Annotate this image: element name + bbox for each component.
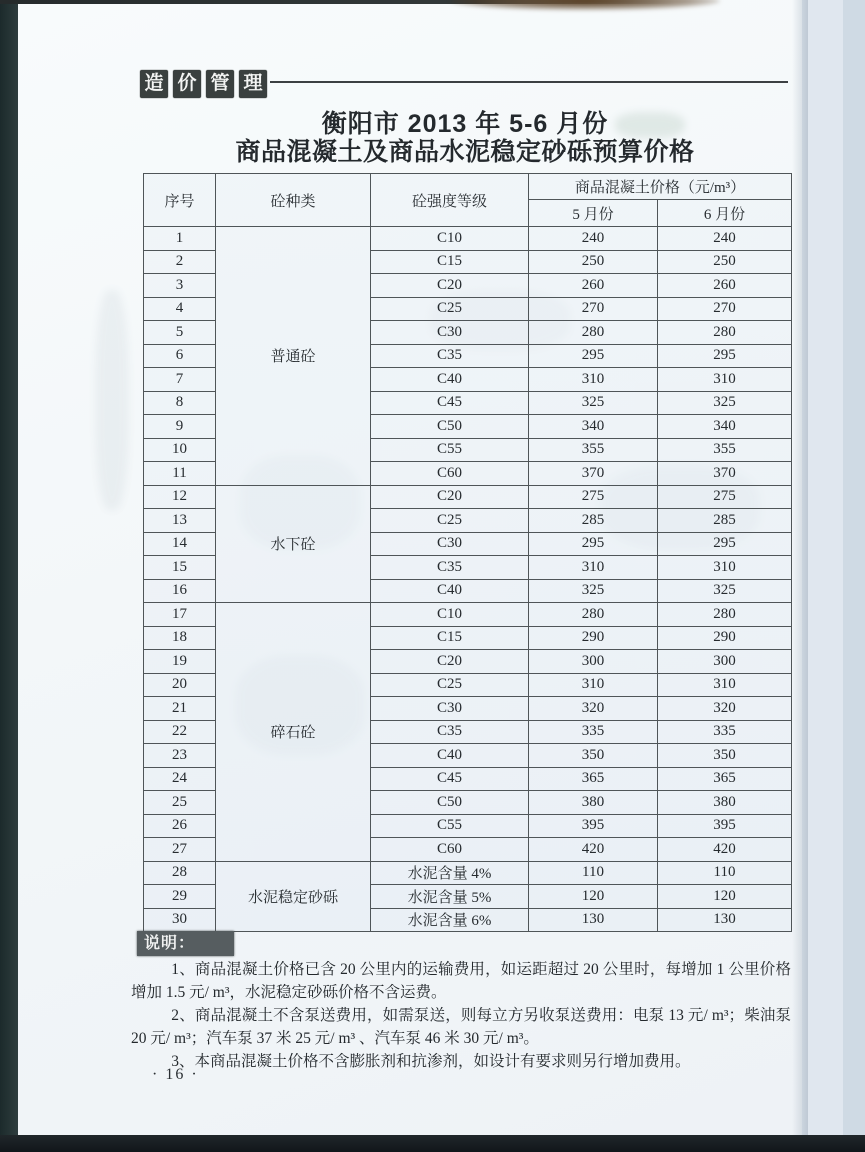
- june-price-cell: 395: [658, 814, 792, 838]
- june-price-cell: 270: [658, 297, 792, 321]
- may-price-cell: 300: [529, 650, 658, 674]
- grade-cell: C35: [371, 720, 529, 744]
- may-price-cell: 350: [529, 744, 658, 768]
- scan-right-band-inner: [802, 0, 843, 1135]
- may-price-cell: 275: [529, 485, 658, 509]
- grade-cell: C45: [371, 391, 529, 415]
- may-price-cell: 325: [529, 579, 658, 603]
- grade-cell: C25: [371, 509, 529, 533]
- june-price-cell: 325: [658, 391, 792, 415]
- serial-cell: 20: [144, 673, 216, 697]
- notes-block: [131, 958, 791, 1073]
- june-price-cell: 295: [658, 532, 792, 556]
- serial-cell: 3: [144, 274, 216, 298]
- grade-cell: C55: [371, 438, 529, 462]
- may-price-cell: 365: [529, 767, 658, 791]
- may-price-cell: 250: [529, 250, 658, 274]
- serial-cell: 4: [144, 297, 216, 321]
- serial-cell: 13: [144, 509, 216, 533]
- june-price-cell: 310: [658, 556, 792, 580]
- june-price-cell: 300: [658, 650, 792, 674]
- june-price-cell: 275: [658, 485, 792, 509]
- serial-cell: 28: [144, 861, 216, 885]
- serial-cell: 25: [144, 791, 216, 815]
- notes-label: 说明：: [137, 931, 234, 956]
- serial-cell: 9: [144, 415, 216, 439]
- grade-cell: C50: [371, 415, 529, 439]
- document-title-line2: 商品混凝土及商品水泥稳定砂砾预算价格: [235, 138, 695, 166]
- section-tag-rule: [270, 81, 788, 83]
- may-price-cell: 295: [529, 532, 658, 556]
- serial-cell: 8: [144, 391, 216, 415]
- june-price-cell: 365: [658, 767, 792, 791]
- june-price-cell: 310: [658, 368, 792, 392]
- may-price-cell: 310: [529, 368, 658, 392]
- note-item: 2、商品混凝土不含泵送费用，如需泵送，则每立方另收泵送费用：电泵 13 元/ m³；柴油泵 20 元/ m³；汽车泵 37 米 25 元/ m³ 、汽车泵 46 米 30 元/ m³。: [131, 1007, 791, 1047]
- june-price-cell: 340: [658, 415, 792, 439]
- june-price-cell: 280: [658, 321, 792, 345]
- june-price-cell: 380: [658, 791, 792, 815]
- price-table: [143, 173, 792, 932]
- grade-cell: C10: [371, 227, 529, 251]
- may-price-cell: 290: [529, 626, 658, 650]
- grade-cell: C50: [371, 791, 529, 815]
- may-price-cell: 280: [529, 321, 658, 345]
- serial-cell: 29: [144, 885, 216, 909]
- may-price-cell: 310: [529, 556, 658, 580]
- june-price-cell: 250: [658, 250, 792, 274]
- section-tag: [140, 70, 267, 98]
- serial-cell: 10: [144, 438, 216, 462]
- scan-top-margin: [0, 0, 865, 4]
- scan-right-band-outer: [843, 0, 865, 1135]
- concrete-type-cell: 水泥稳定砂砾: [216, 861, 371, 932]
- grade-cell: C55: [371, 814, 529, 838]
- may-price-cell: 260: [529, 274, 658, 298]
- may-price-cell: 340: [529, 415, 658, 439]
- page-edge-shadow: [792, 0, 808, 1135]
- table-row: [144, 485, 792, 509]
- may-price-cell: 270: [529, 297, 658, 321]
- may-price-cell: 355: [529, 438, 658, 462]
- june-price-cell: 420: [658, 838, 792, 862]
- bleed-through-artifact: [95, 290, 129, 510]
- june-price-cell: 320: [658, 697, 792, 721]
- june-price-cell: 260: [658, 274, 792, 298]
- june-price-cell: 285: [658, 509, 792, 533]
- grade-cell: C40: [371, 368, 529, 392]
- grade-cell: C45: [371, 767, 529, 791]
- serial-cell: 5: [144, 321, 216, 345]
- serial-cell: 6: [144, 344, 216, 368]
- serial-cell: 26: [144, 814, 216, 838]
- grade-cell: C30: [371, 532, 529, 556]
- serial-cell: 22: [144, 720, 216, 744]
- grade-cell: C40: [371, 744, 529, 768]
- col-header-serial: 序号: [144, 174, 216, 227]
- may-price-cell: 320: [529, 697, 658, 721]
- may-price-cell: 110: [529, 861, 658, 885]
- grade-cell: 水泥含量 6%: [371, 908, 529, 932]
- june-price-cell: 325: [658, 579, 792, 603]
- may-price-cell: 380: [529, 791, 658, 815]
- concrete-type-cell: 水下砼: [216, 485, 371, 603]
- serial-cell: 14: [144, 532, 216, 556]
- may-price-cell: 285: [529, 509, 658, 533]
- section-tag-char: 管: [206, 70, 234, 98]
- serial-cell: 11: [144, 462, 216, 486]
- table-row: [144, 603, 792, 627]
- may-price-cell: 420: [529, 838, 658, 862]
- june-price-cell: 290: [658, 626, 792, 650]
- document-title-line1: 衡阳市 2013 年 5-6 月份: [321, 110, 609, 138]
- grade-cell: C20: [371, 274, 529, 298]
- grade-cell: C30: [371, 321, 529, 345]
- section-tag-char: 价: [173, 70, 201, 98]
- june-price-cell: 370: [658, 462, 792, 486]
- may-price-cell: 325: [529, 391, 658, 415]
- grade-cell: C40: [371, 579, 529, 603]
- serial-cell: 12: [144, 485, 216, 509]
- col-header-june: 6 月份: [658, 200, 792, 227]
- may-price-cell: 130: [529, 908, 658, 932]
- grade-cell: C15: [371, 626, 529, 650]
- serial-cell: 30: [144, 908, 216, 932]
- grade-cell: 水泥含量 5%: [371, 885, 529, 909]
- section-tag-char: 造: [140, 70, 168, 98]
- june-price-cell: 110: [658, 861, 792, 885]
- grade-cell: C60: [371, 462, 529, 486]
- june-price-cell: 335: [658, 720, 792, 744]
- concrete-type-cell: 碎石砼: [216, 603, 371, 862]
- grade-cell: C10: [371, 603, 529, 627]
- june-price-cell: 355: [658, 438, 792, 462]
- serial-cell: 1: [144, 227, 216, 251]
- table-row: [144, 227, 792, 251]
- may-price-cell: 335: [529, 720, 658, 744]
- serial-cell: 23: [144, 744, 216, 768]
- col-header-strength-grade: 砼强度等级: [371, 174, 529, 227]
- col-header-may: 5 月份: [529, 200, 658, 227]
- june-price-cell: 130: [658, 908, 792, 932]
- scan-left-margin: [0, 0, 18, 1152]
- scan-bottom-margin: [0, 1135, 865, 1152]
- serial-cell: 19: [144, 650, 216, 674]
- col-header-concrete-type: 砼种类: [216, 174, 371, 227]
- grade-cell: C60: [371, 838, 529, 862]
- may-price-cell: 120: [529, 885, 658, 909]
- serial-cell: 17: [144, 603, 216, 627]
- grade-cell: C35: [371, 344, 529, 368]
- grade-cell: C30: [371, 697, 529, 721]
- grade-cell: C15: [371, 250, 529, 274]
- june-price-cell: 120: [658, 885, 792, 909]
- serial-cell: 16: [144, 579, 216, 603]
- may-price-cell: 295: [529, 344, 658, 368]
- june-price-cell: 240: [658, 227, 792, 251]
- serial-cell: 24: [144, 767, 216, 791]
- concrete-type-cell: 普通砼: [216, 227, 371, 486]
- serial-cell: 15: [144, 556, 216, 580]
- serial-cell: 7: [144, 368, 216, 392]
- page-number: · 16 ·: [152, 1066, 199, 1083]
- june-price-cell: 280: [658, 603, 792, 627]
- may-price-cell: 280: [529, 603, 658, 627]
- grade-cell: C25: [371, 297, 529, 321]
- grade-cell: C35: [371, 556, 529, 580]
- june-price-cell: 350: [658, 744, 792, 768]
- table-row: [144, 861, 792, 885]
- serial-cell: 21: [144, 697, 216, 721]
- serial-cell: 27: [144, 838, 216, 862]
- may-price-cell: 240: [529, 227, 658, 251]
- may-price-cell: 310: [529, 673, 658, 697]
- serial-cell: 2: [144, 250, 216, 274]
- grade-cell: C20: [371, 485, 529, 509]
- serial-cell: 18: [144, 626, 216, 650]
- june-price-cell: 310: [658, 673, 792, 697]
- section-tag-char: 理: [239, 70, 267, 98]
- june-price-cell: 295: [658, 344, 792, 368]
- grade-cell: C25: [371, 673, 529, 697]
- note-item: 3、本商品混凝土价格不含膨胀剂和抗渗剂，如设计有要求则另行增加费用。: [171, 1053, 691, 1070]
- table-header-row: [144, 174, 792, 200]
- may-price-cell: 370: [529, 462, 658, 486]
- note-item: 1、商品混凝土价格已含 20 公里内的运输费用，如运距超过 20 公里时，每增加 1 公里价格增加 1.5 元/ m³，水泥稳定砂砾价格不含运费。: [131, 961, 791, 1001]
- grade-cell: 水泥含量 4%: [371, 861, 529, 885]
- may-price-cell: 395: [529, 814, 658, 838]
- col-header-price-group: 商品混凝土价格（元/m³）: [529, 174, 792, 200]
- grade-cell: C20: [371, 650, 529, 674]
